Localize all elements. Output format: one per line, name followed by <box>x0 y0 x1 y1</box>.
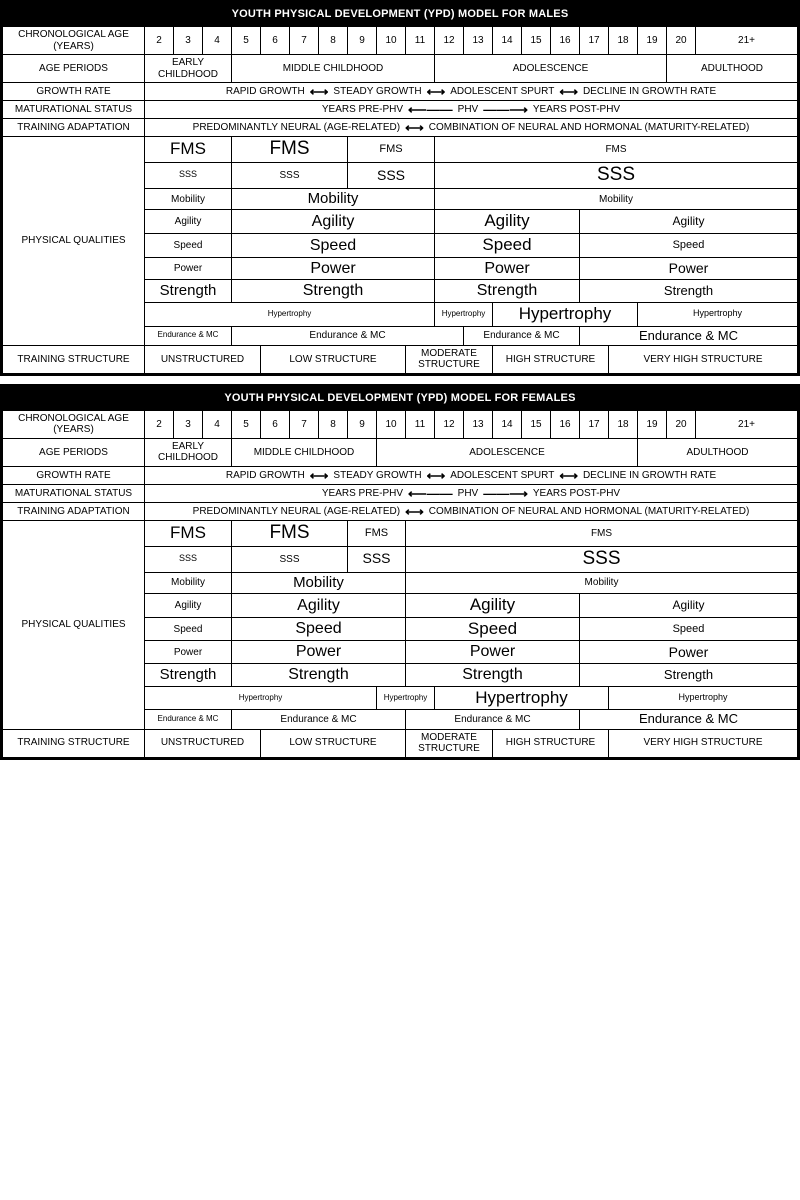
females-row-label-growth: GROWTH RATE <box>3 466 145 484</box>
structure-cell: VERY HIGH STRUCTURE <box>609 345 798 373</box>
quality-segment-fms <box>348 520 406 546</box>
quality-label: Endurance & MC <box>639 711 738 727</box>
quality-segment-mobility <box>435 188 798 210</box>
growth-phase: STEADY GROWTH <box>333 469 422 481</box>
quality-segment-strength <box>232 280 435 303</box>
quality-segment-speed <box>406 617 580 641</box>
period-cell: MIDDLE CHILDHOOD <box>232 55 435 83</box>
right-arrow-icon: ——⟶ <box>483 485 528 501</box>
age-cell: 8 <box>319 27 348 55</box>
quality-segment-speed <box>580 233 798 257</box>
quality-label: SSS <box>582 547 621 569</box>
age-cell: 10 <box>377 27 406 55</box>
males-row-label-age: CHRONOLOGICAL AGE (YEARS) <box>3 27 145 55</box>
females-structure-row <box>3 729 798 757</box>
quality-segment-agility <box>232 210 435 234</box>
quality-label: Mobility <box>171 577 205 589</box>
adaptation-track <box>145 119 798 137</box>
age-cell: 19 <box>638 410 667 438</box>
quality-segment-strength <box>580 664 798 687</box>
age-cell: 10 <box>377 410 406 438</box>
age-cell: 13 <box>464 27 493 55</box>
quality-label: Agility <box>174 216 202 228</box>
quality-segment-mobility <box>232 188 435 210</box>
quality-label: Hypertrophy <box>518 303 612 323</box>
structure-cell: HIGH STRUCTURE <box>493 729 609 757</box>
adaptation-phase: PREDOMINANTLY NEURAL (AGE-RELATED) <box>192 505 401 517</box>
period-cell: MIDDLE CHILDHOOD <box>232 438 377 466</box>
structure-cell: MODERATE STRUCTURE <box>406 345 493 373</box>
females-row-label-structure: TRAINING STRUCTURE <box>3 729 145 757</box>
adaptation-phase: PREDOMINANTLY NEURAL (AGE-RELATED) <box>192 122 401 133</box>
quality-segment-power <box>580 257 798 280</box>
females-maturation-row <box>3 484 798 502</box>
quality-label: Agility <box>672 597 705 612</box>
quality-label: Speed <box>173 623 203 635</box>
quality-segment-sss <box>435 162 798 188</box>
males-adaptation-row <box>3 119 798 137</box>
quality-segment-speed <box>435 233 580 257</box>
quality-label: Power <box>295 643 342 661</box>
age-cell: 14 <box>493 27 522 55</box>
quality-label: Strength <box>302 282 364 300</box>
age-cell: 11 <box>406 27 435 55</box>
quality-segment-power <box>406 641 580 664</box>
quality-segment-speed <box>145 233 232 257</box>
females-age-row <box>3 410 798 438</box>
age-cell: 5 <box>232 27 261 55</box>
quality-label: Agility <box>297 596 340 614</box>
quality-segment-fms <box>232 520 348 546</box>
quality-label: SSS <box>376 166 405 183</box>
quality-segment-hypertrophy <box>638 302 798 326</box>
quality-label: Hypertrophy <box>475 687 568 707</box>
quality-segment-sss <box>232 546 348 572</box>
quality-label: Mobility <box>307 189 359 207</box>
maturation-phase: YEARS POST-PHV <box>532 487 621 499</box>
structure-cell: HIGH STRUCTURE <box>493 345 609 373</box>
age-cell: 21+ <box>696 410 798 438</box>
growth-phase: ADOLESCENT SPURT <box>450 469 555 481</box>
age-cell: 12 <box>435 410 464 438</box>
quality-segment-power <box>232 257 435 280</box>
age-cell: 4 <box>203 410 232 438</box>
quality-label: Hypertrophy <box>441 308 486 318</box>
quality-label: Speed <box>173 239 203 251</box>
quality-segment-sss <box>145 546 232 572</box>
quality-segment-hypertrophy <box>435 686 609 710</box>
double-arrow-icon: ⟷ <box>405 120 424 135</box>
quality-segment-hypertrophy <box>145 686 377 710</box>
quality-label: FMS <box>170 139 206 159</box>
quality-label: Mobility <box>171 193 205 205</box>
quality-segment-agility <box>580 594 798 618</box>
quality-label: Power <box>668 259 709 276</box>
quality-label: Strength <box>288 666 349 684</box>
age-cell: 16 <box>551 27 580 55</box>
quality-label: Power <box>469 643 516 661</box>
quality-label: Endurance & MC <box>639 327 738 343</box>
quality-segment-speed <box>232 233 435 257</box>
left-arrow-icon: ⟵—— <box>408 485 453 501</box>
quality-segment-endurance <box>145 710 232 729</box>
quality-label: Strength <box>159 281 217 299</box>
quality-label: Speed <box>309 236 357 254</box>
quality-segment-strength <box>406 664 580 687</box>
quality-label: Hypertrophy <box>383 692 428 702</box>
growth-phase: ADOLESCENT SPURT <box>450 86 555 97</box>
quality-label: Hypertrophy <box>678 692 728 703</box>
quality-label: Agility <box>469 595 516 615</box>
males-row-label-structure: TRAINING STRUCTURE <box>3 345 145 373</box>
growth-track <box>145 83 798 101</box>
age-cell: 5 <box>232 410 261 438</box>
quality-segment-fms <box>435 137 798 163</box>
males-row-label-periods: AGE PERIODS <box>3 55 145 83</box>
quality-label: Speed <box>295 620 342 638</box>
quality-segment-endurance <box>232 710 406 729</box>
age-cell: 20 <box>667 410 696 438</box>
age-cell: 7 <box>290 27 319 55</box>
quality-segment-strength <box>232 664 406 687</box>
quality-label: Strength <box>663 666 714 682</box>
age-cell: 15 <box>522 27 551 55</box>
quality-segment-fms <box>145 520 232 546</box>
quality-segment-mobility <box>232 572 406 594</box>
females-row-label-adaptation: TRAINING ADAPTATION <box>3 502 145 520</box>
age-cell: 6 <box>261 27 290 55</box>
quality-segment-speed <box>580 617 798 641</box>
quality-label: SSS <box>279 553 300 565</box>
males-maturation-row <box>3 101 798 119</box>
quality-segment-speed <box>232 617 406 641</box>
quality-segment-power <box>435 257 580 280</box>
quality-segment-mobility <box>406 572 798 594</box>
quality-label: Endurance & MC <box>157 330 219 340</box>
age-cell: 9 <box>348 410 377 438</box>
males-table <box>2 26 798 374</box>
adaptation-track <box>145 502 798 520</box>
quality-segment-endurance <box>145 326 232 345</box>
age-cell: 14 <box>493 410 522 438</box>
growth-phase: DECLINE IN GROWTH RATE <box>582 86 717 97</box>
period-cell: ADOLESCENCE <box>377 438 638 466</box>
growth-phase: RAPID GROWTH <box>225 469 305 481</box>
quality-label: FMS <box>379 143 403 156</box>
quality-label: Speed <box>467 618 518 638</box>
period-cell: ADOLESCENCE <box>435 55 667 83</box>
age-cell: 12 <box>435 27 464 55</box>
age-cell: 11 <box>406 410 435 438</box>
age-cell: 4 <box>203 27 232 55</box>
age-cell: 8 <box>319 410 348 438</box>
quality-label: Mobility <box>293 573 344 591</box>
double-arrow-icon: ⟷ <box>426 467 446 483</box>
age-cell: 9 <box>348 27 377 55</box>
quality-segment-strength <box>435 280 580 303</box>
age-cell: 3 <box>174 410 203 438</box>
quality-segment-fms <box>232 137 348 163</box>
quality-label: SSS <box>362 550 391 567</box>
quality-segment-agility <box>580 210 798 234</box>
quality-label: Agility <box>484 211 530 231</box>
quality-label: Speed <box>672 623 705 636</box>
age-cell: 20 <box>667 27 696 55</box>
structure-cell: UNSTRUCTURED <box>145 345 261 373</box>
age-cell: 17 <box>580 27 609 55</box>
males-row-label-maturation: MATURATIONAL STATUS <box>3 101 145 119</box>
quality-segment-endurance <box>580 710 798 729</box>
quality-segment-agility <box>406 594 580 618</box>
right-arrow-icon: ——⟶ <box>483 102 528 117</box>
quality-label: Power <box>310 259 356 277</box>
structure-cell: LOW STRUCTURE <box>261 345 406 373</box>
quality-label: FMS <box>170 522 206 542</box>
quality-segment-fms <box>406 520 798 546</box>
quality-label: Endurance & MC <box>280 714 357 725</box>
maturation-track <box>145 484 798 502</box>
quality-label: Power <box>668 643 709 660</box>
females-periods-row <box>3 438 798 466</box>
females-quality-row-fms <box>3 520 798 546</box>
structure-cell: VERY HIGH STRUCTURE <box>609 729 798 757</box>
age-cell: 2 <box>145 410 174 438</box>
age-cell: 18 <box>609 410 638 438</box>
quality-segment-power <box>580 641 798 664</box>
quality-label: Mobility <box>584 577 619 589</box>
quality-label: FMS <box>269 521 310 543</box>
quality-label: Mobility <box>599 193 633 205</box>
quality-segment-agility <box>435 210 580 234</box>
males-row-label-adaptation: TRAINING ADAPTATION <box>3 119 145 137</box>
females-row-label-maturation: MATURATIONAL STATUS <box>3 484 145 502</box>
age-cell: 2 <box>145 27 174 55</box>
quality-segment-agility <box>232 594 406 618</box>
females-table <box>2 410 798 758</box>
quality-segment-endurance <box>232 326 464 345</box>
females-row-label-age: CHRONOLOGICAL AGE (YEARS) <box>3 410 145 438</box>
quality-label: Endurance & MC <box>454 714 531 725</box>
structure-cell: UNSTRUCTURED <box>145 729 261 757</box>
structure-cell: LOW STRUCTURE <box>261 729 406 757</box>
quality-label: Speed <box>482 234 532 254</box>
males-structure-row <box>3 345 798 373</box>
age-cell: 17 <box>580 410 609 438</box>
males-growth-row <box>3 83 798 101</box>
quality-segment-strength <box>580 280 798 303</box>
quality-label: Agility <box>311 212 355 230</box>
adaptation-phase: COMBINATION OF NEURAL AND HORMONAL (MATURITY-RELATED) <box>428 122 750 133</box>
ypd-model-males <box>0 0 800 376</box>
males-periods-row <box>3 55 798 83</box>
quality-label: Strength <box>159 665 217 683</box>
quality-segment-sss <box>348 546 406 572</box>
double-arrow-icon: ⟷ <box>559 467 578 483</box>
double-arrow-icon: ⟷ <box>309 467 329 483</box>
double-arrow-icon: ⟷ <box>405 503 424 519</box>
quality-segment-agility <box>145 210 232 234</box>
growth-phase: RAPID GROWTH <box>225 86 305 97</box>
quality-segment-sss <box>232 162 348 188</box>
age-cell: 21+ <box>696 27 798 55</box>
quality-segment-speed <box>145 617 232 641</box>
age-cell: 3 <box>174 27 203 55</box>
quality-label: Hypertrophy <box>238 692 283 702</box>
quality-label: Speed <box>672 239 705 252</box>
double-arrow-icon: ⟷ <box>426 84 446 99</box>
quality-label: FMS <box>364 527 389 540</box>
males-age-row <box>3 27 798 55</box>
maturation-track <box>145 101 798 119</box>
quality-segment-fms <box>348 137 435 163</box>
age-cell: 6 <box>261 410 290 438</box>
quality-label: Strength <box>462 666 523 684</box>
quality-segment-sss <box>348 162 435 188</box>
adaptation-phase: COMBINATION OF NEURAL AND HORMONAL (MATURITY-RELATED) <box>428 505 750 517</box>
quality-label: Power <box>173 262 203 274</box>
quality-segment-hypertrophy <box>493 302 638 326</box>
quality-segment-hypertrophy <box>145 302 435 326</box>
males-title: YOUTH PHYSICAL DEVELOPMENT (YPD) MODEL FOR MALES <box>2 2 798 26</box>
quality-segment-mobility <box>145 572 232 594</box>
structure-cell: MODERATE STRUCTURE <box>406 729 493 757</box>
period-cell: ADULTHOOD <box>638 438 798 466</box>
growth-track <box>145 466 798 484</box>
quality-label: Hypertrophy <box>692 308 743 319</box>
maturation-phase: YEARS PRE-PHV <box>321 104 404 115</box>
quality-label: Strength <box>663 282 714 298</box>
growth-phase: DECLINE IN GROWTH RATE <box>582 469 717 481</box>
age-cell: 15 <box>522 410 551 438</box>
quality-label: Agility <box>672 214 705 229</box>
age-cell: 7 <box>290 410 319 438</box>
ypd-model-females <box>0 384 800 760</box>
double-arrow-icon: ⟷ <box>309 84 329 99</box>
period-cell: ADULTHOOD <box>667 55 798 83</box>
quality-label: Power <box>173 646 203 658</box>
quality-label: Strength <box>476 282 538 300</box>
maturation-phase: PHV <box>457 104 479 115</box>
females-title: YOUTH PHYSICAL DEVELOPMENT (YPD) MODEL FOR FEMALES <box>2 386 798 410</box>
females-row-label-qualities: PHYSICAL QUALITIES <box>3 520 145 729</box>
quality-label: Endurance & MC <box>483 330 560 342</box>
quality-segment-power <box>232 641 406 664</box>
quality-segment-hypertrophy <box>377 686 435 710</box>
quality-segment-mobility <box>145 188 232 210</box>
quality-segment-power <box>145 641 232 664</box>
quality-segment-endurance <box>406 710 580 729</box>
females-growth-row <box>3 466 798 484</box>
maturation-phase: YEARS PRE-PHV <box>321 487 404 499</box>
quality-label: Endurance & MC <box>157 714 219 724</box>
quality-label: Hypertrophy <box>267 308 312 318</box>
females-row-label-periods: AGE PERIODS <box>3 438 145 466</box>
age-cell: 16 <box>551 410 580 438</box>
period-cell: EARLY CHILDHOOD <box>145 438 232 466</box>
double-arrow-icon: ⟷ <box>559 84 578 99</box>
quality-label: Endurance & MC <box>309 330 386 342</box>
quality-label: SSS <box>279 169 300 181</box>
quality-label: FMS <box>590 527 613 539</box>
period-cell: EARLY CHILDHOOD <box>145 55 232 83</box>
quality-segment-hypertrophy <box>435 302 493 326</box>
quality-label: SSS <box>596 163 636 185</box>
age-cell: 18 <box>609 27 638 55</box>
quality-segment-strength <box>145 280 232 303</box>
quality-segment-hypertrophy <box>609 686 798 710</box>
age-cell: 19 <box>638 27 667 55</box>
quality-label: FMS <box>269 138 310 159</box>
females-adaptation-row <box>3 502 798 520</box>
quality-label: Agility <box>174 599 202 611</box>
quality-label: FMS <box>605 143 627 155</box>
quality-segment-strength <box>145 664 232 687</box>
quality-label: SSS <box>178 553 197 564</box>
quality-segment-fms <box>145 137 232 163</box>
quality-segment-power <box>145 257 232 280</box>
left-arrow-icon: ⟵—— <box>408 102 453 117</box>
maturation-phase: PHV <box>457 487 479 499</box>
quality-segment-endurance <box>464 326 580 345</box>
age-cell: 13 <box>464 410 493 438</box>
quality-label: Power <box>484 259 530 277</box>
quality-segment-sss <box>145 162 232 188</box>
quality-segment-endurance <box>580 326 798 345</box>
maturation-phase: YEARS POST-PHV <box>532 104 621 115</box>
quality-label: SSS <box>178 169 197 180</box>
males-quality-row-fms <box>3 137 798 163</box>
growth-phase: STEADY GROWTH <box>333 86 422 97</box>
quality-segment-agility <box>145 594 232 618</box>
quality-segment-sss <box>406 546 798 572</box>
males-row-label-growth: GROWTH RATE <box>3 83 145 101</box>
males-row-label-qualities: PHYSICAL QUALITIES <box>3 137 145 346</box>
